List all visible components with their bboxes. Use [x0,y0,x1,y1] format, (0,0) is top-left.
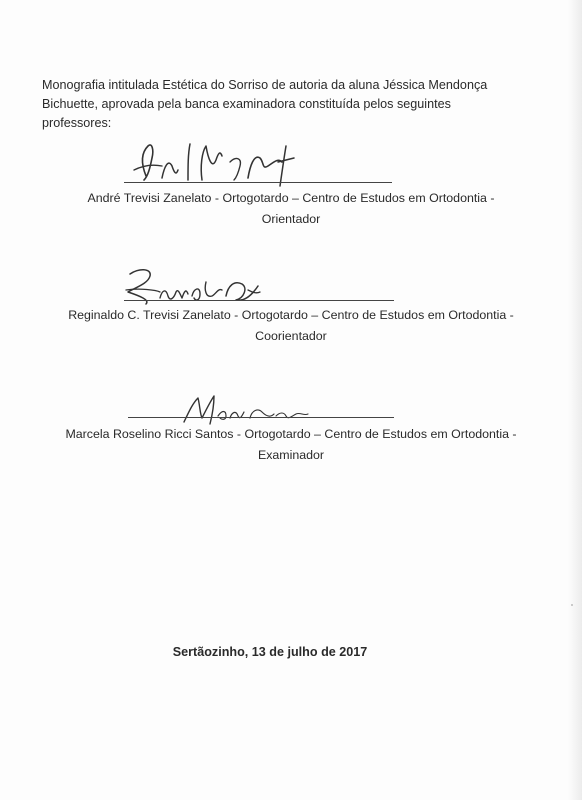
signatory-2-affiliation: Reginaldo C. Trevisi Zanelato - Ortogotardo – Centro de Estudos em Ortodontia - [68,308,514,322]
signature-line-3 [128,417,394,418]
scan-edge-shadow [568,0,582,800]
signatory-1-affiliation: André Trevisi Zanelato - Ortogotardo – Centro de Estudos em Ortodontia - [87,191,495,205]
signature-line-2 [124,300,394,301]
signatory-2-role: Coorientador [255,329,327,343]
intro-paragraph: Monografia intitulada Estética do Sorriso de autoria da aluna Jéssica Mendonça Bichuette, aprovada pela banca examinadora constituída pelos seguintes professores: [42,78,488,130]
handwritten-signature-1 [128,136,308,188]
signatory-3-affiliation: Marcela Roselino Ricci Santos - Ortogotardo – Centro de Estudos em Ortodontia - [65,427,517,441]
signatory-1-role: Orientador [261,212,321,226]
handwritten-signature-3 [178,388,318,428]
scan-speck [571,604,573,606]
signatory-3-role: Examinador [257,448,325,462]
signature-line-1 [124,182,392,183]
place-and-date: Sertãozinho, 13 de julho de 2017 [172,645,368,659]
handwritten-signature-2 [120,262,270,308]
